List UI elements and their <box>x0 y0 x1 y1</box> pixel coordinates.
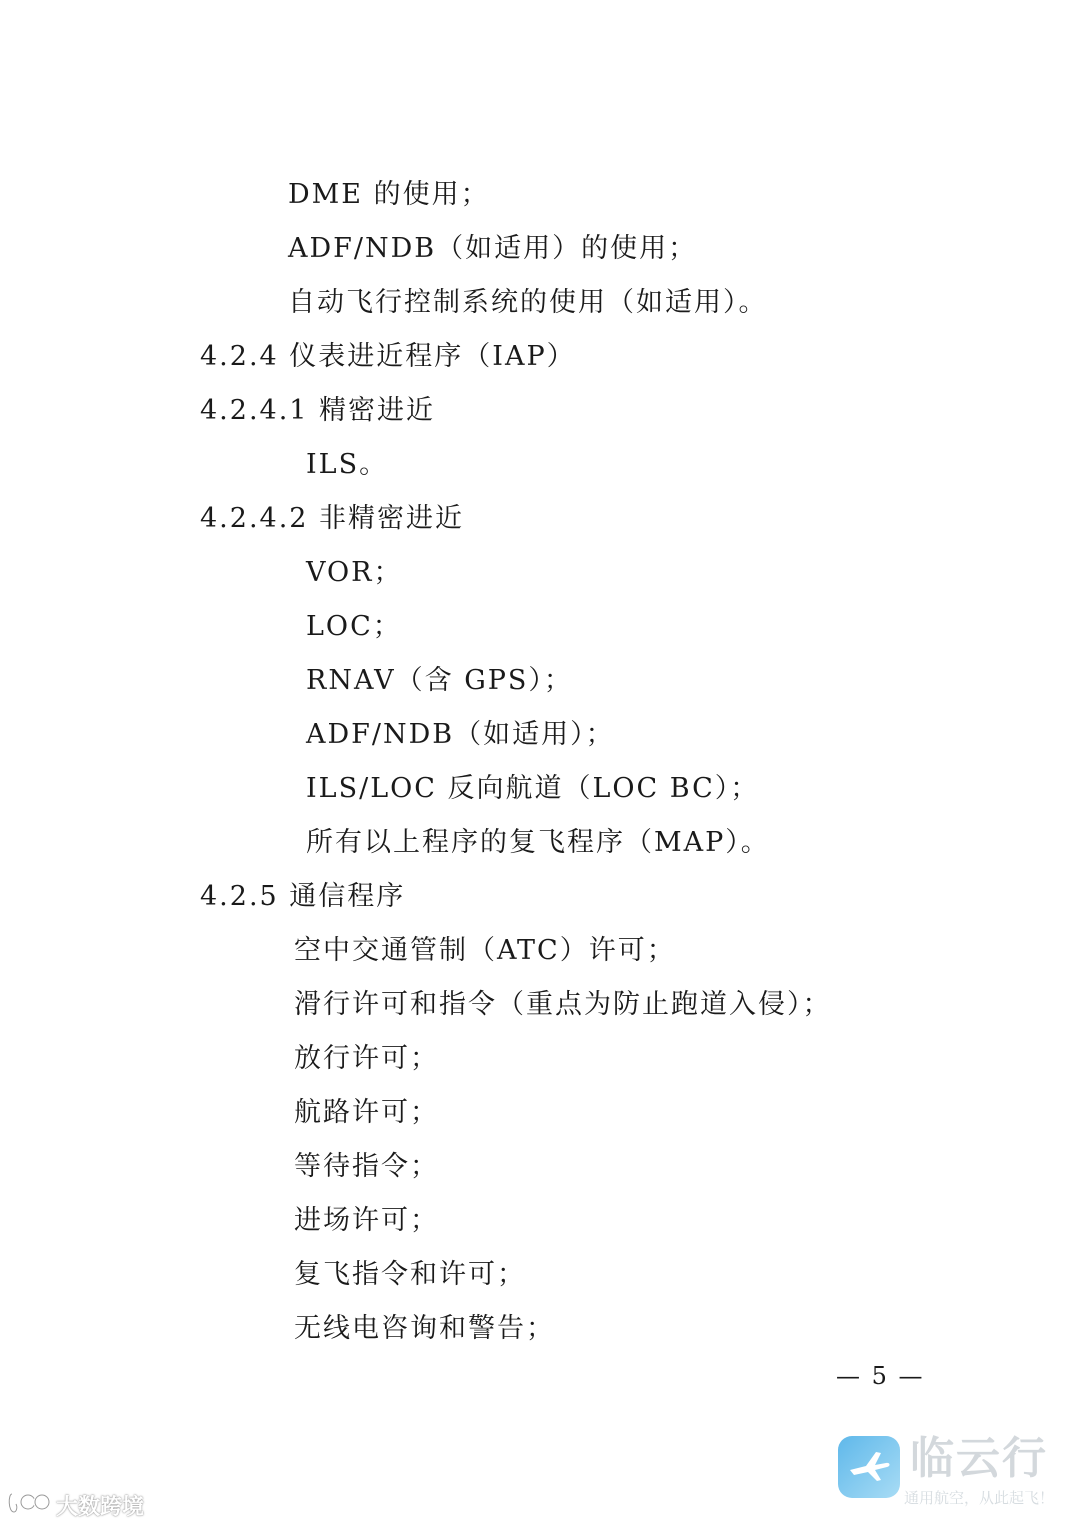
list-item: 空中交通管制（ATC）许可； <box>294 935 676 966</box>
subsection-heading: 4.2.4.1 精密进近 <box>200 395 436 426</box>
list-item: 进场许可； <box>294 1205 439 1236</box>
list-item: LOC； <box>306 611 402 642</box>
list-item: RNAV（含 GPS）； <box>306 665 573 696</box>
list-item: 等待指令； <box>294 1151 439 1182</box>
watermark-brand: 临云行 <box>910 1433 1048 1484</box>
list-item: ADF/NDB（如适用）的使用； <box>288 233 698 264</box>
list-item: 自动飞行控制系统的使用（如适用）。 <box>288 287 768 318</box>
watermark-logo <box>838 1432 1060 1512</box>
list-item: ADF/NDB（如适用）； <box>306 719 615 750</box>
list-item: 滑行许可和指令（重点为防止跑道入侵）； <box>294 989 832 1020</box>
list-item: VOR； <box>306 557 403 588</box>
list-item: ILS/LOC 反向航道（LOC BC）； <box>306 773 760 804</box>
list-item: ILS。 <box>306 449 389 480</box>
watermark-source-text: 大数跨境 <box>56 1495 145 1520</box>
watermark-slogan: 通用航空，从此起飞！ <box>904 1489 1055 1507</box>
list-item: 无线电咨询和警告； <box>294 1313 555 1344</box>
list-item: 复飞指令和许可； <box>294 1259 526 1290</box>
section-heading: 4.2.5 通信程序 <box>200 881 406 912</box>
page-number: — 5 — <box>836 1362 925 1390</box>
list-item: DME 的使用； <box>288 179 490 210</box>
list-item: 所有以上程序的复飞程序（MAP）。 <box>306 827 770 858</box>
list-item: 航路许可； <box>294 1097 439 1128</box>
list-item: 放行许可； <box>294 1043 439 1074</box>
subsection-heading: 4.2.4.2 非精密进近 <box>200 503 465 534</box>
airplane-icon <box>838 1436 900 1498</box>
section-heading: 4.2.4 仪表进近程序（IAP） <box>200 341 576 372</box>
brand-badge-icon <box>6 1490 52 1526</box>
watermark-source <box>6 1490 144 1522</box>
